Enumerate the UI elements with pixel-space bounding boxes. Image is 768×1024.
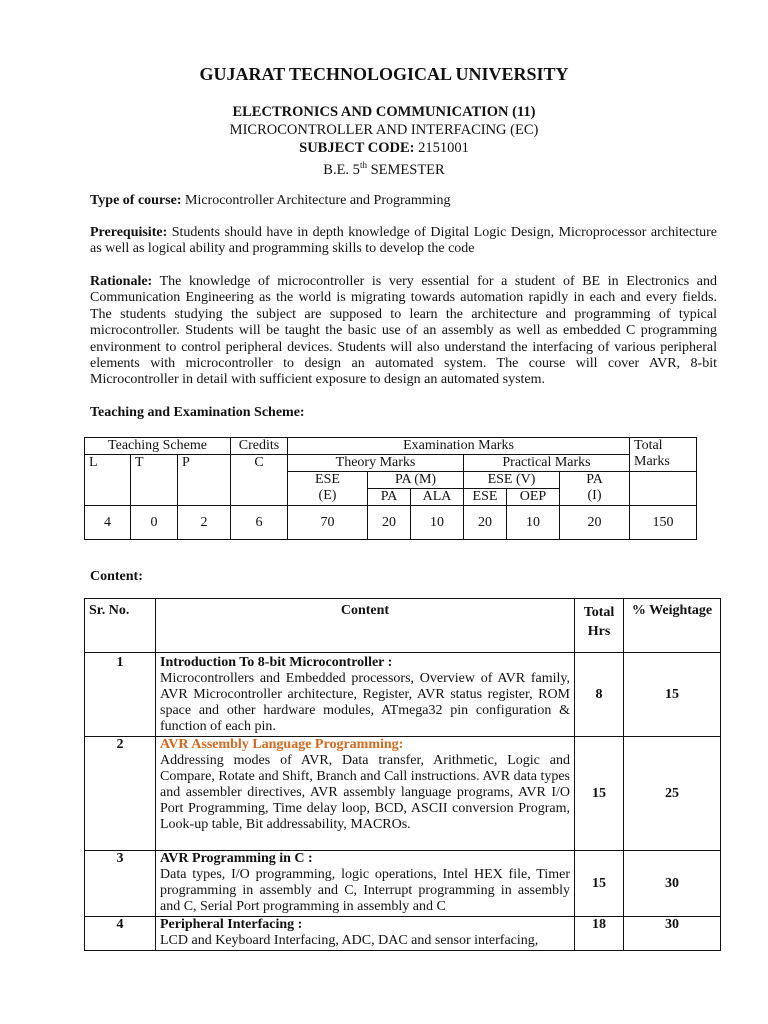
subject-code-label: SUBJECT CODE: xyxy=(299,140,415,156)
row-1-hrs: 8 xyxy=(575,653,624,737)
ese-label: ESE xyxy=(315,472,340,487)
pa-label: PA xyxy=(586,472,603,487)
subject-code-value: 2151001 xyxy=(418,140,469,156)
t-value: 0 xyxy=(131,506,178,540)
row-3-body: Data types, I/O programming, logic operations, Intel HEX file, Timer programming in assembly and C, Interrupt programming in assembly and C, Serial Port programming in assembly and C xyxy=(160,867,570,914)
row-4-hrs: 18 xyxy=(575,917,624,951)
total-label: Total xyxy=(634,438,663,453)
type-of-course xyxy=(90,193,717,209)
practical-marks-header: Practical Marks xyxy=(464,455,630,472)
prerequisite xyxy=(90,225,717,258)
semester-prefix: B.E. 5 xyxy=(323,161,360,178)
prereq-text: Students should have in depth knowledge of Digital Logic Design, Microprocessor architecture as well as logical ability and programming skills to develop the code xyxy=(90,225,717,257)
oep-value: 10 xyxy=(507,506,560,540)
row-1-content xyxy=(156,653,575,737)
row-1-sr: 1 xyxy=(85,653,156,737)
row-2-hrs: 15 xyxy=(575,737,624,851)
row-1-body: Microcontrollers and Embedded processors, Overview of AVR family, AVR Microcontroller architecture, Register, AVR status register, ROM space and other hardware modules, ATmega32 pin configuration & function of each pin. xyxy=(160,671,570,734)
e-label: (E) xyxy=(318,488,337,503)
marks-label: Marks xyxy=(634,454,670,469)
subject-code-line xyxy=(0,140,768,157)
ala-header: ALA xyxy=(411,489,464,506)
row-3-weight: 30 xyxy=(624,851,721,917)
hrs-label-1: Total xyxy=(583,605,615,620)
type-text: Microcontroller Architecture and Programming xyxy=(181,193,451,208)
pa-value: 20 xyxy=(368,506,411,540)
row-3-hrs: 15 xyxy=(575,851,624,917)
exam-marks-header: Examination Marks xyxy=(288,438,630,455)
university-title: GUJARAT TECHNOLOGICAL UNIVERSITY xyxy=(199,64,569,84)
c-value: 6 xyxy=(231,506,288,540)
credits-header: Credits xyxy=(231,438,288,455)
row-3-title: AVR Programming in C : xyxy=(160,851,313,866)
row-4-weight: 30 xyxy=(624,917,721,951)
row-2-weight: 25 xyxy=(624,737,721,851)
row-4-body: LCD and Keyboard Interfacing, ADC, DAC and sensor interfacing, xyxy=(160,933,539,948)
l-value: 4 xyxy=(85,506,131,540)
row-2-title: AVR Assembly Language Programming: xyxy=(160,737,404,752)
row-3-content xyxy=(156,851,575,917)
total-value: 150 xyxy=(630,506,697,540)
p-value: 2 xyxy=(178,506,231,540)
c-header: C xyxy=(231,455,288,506)
hrs-header xyxy=(575,599,624,653)
total-blank xyxy=(630,472,697,506)
rationale xyxy=(90,274,717,389)
i-label: (I) xyxy=(587,488,602,503)
l-header: L xyxy=(85,455,131,506)
ala-value: 10 xyxy=(411,506,464,540)
department-heading: ELECTRONICS AND COMMUNICATION (11) xyxy=(232,104,536,120)
semester-sup: th xyxy=(359,160,367,170)
ese-v-header: ESE (V) xyxy=(464,472,560,489)
row-2-body: Addressing modes of AVR, Data transfer, Arithmetic, Logic and Compare, Rotate and Shift, Branch and Call instructions. AVR data types and assembler directives, AVR assembly language programs, AVR I/O Port Programming, Time delay loop, BCD, ASCII conversion Program, Look-up table, Bit addressability, MACROs. xyxy=(160,753,570,832)
semester-suffix: SEMESTER xyxy=(366,161,445,178)
prereq-label: Prerequisite: xyxy=(90,225,168,240)
pa-i-header xyxy=(560,472,630,506)
content-heading: Content: xyxy=(90,569,143,584)
subject-heading: MICROCONTROLLER AND INTERFACING (EC) xyxy=(229,122,539,138)
row-2-sr: 2 xyxy=(85,737,156,851)
total-marks-header xyxy=(630,438,697,472)
pa-m-header: PA (M) xyxy=(368,472,464,489)
oep-header: OEP xyxy=(507,489,560,506)
row-4-content xyxy=(156,917,575,951)
theory-marks-header: Theory Marks xyxy=(288,455,464,472)
row-4-sr: 4 xyxy=(85,917,156,951)
pa-i-value: 20 xyxy=(560,506,630,540)
srno-header: Sr. No. xyxy=(85,599,156,653)
ese-header xyxy=(288,472,368,506)
teaching-scheme-header: Teaching Scheme xyxy=(85,438,231,455)
row-1-weight: 15 xyxy=(624,653,721,737)
content-header: Content xyxy=(156,599,575,653)
hrs-label-2: Hrs xyxy=(587,624,611,639)
content-table xyxy=(84,598,721,951)
row-1-title: Introduction To 8-bit Microcontroller : xyxy=(160,655,393,670)
pa-sub-header: PA xyxy=(368,489,411,506)
rationale-label: Rationale: xyxy=(90,274,153,289)
ese-value: 70 xyxy=(288,506,368,540)
scheme-table xyxy=(84,437,697,540)
ese-v-value: 20 xyxy=(464,506,507,540)
t-header: T xyxy=(131,455,178,506)
type-label: Type of course: xyxy=(90,193,182,208)
ese-sub-header: ESE xyxy=(464,489,507,506)
row-2-content xyxy=(156,737,575,851)
weight-header: % Weightage xyxy=(624,599,721,653)
row-4-title: Peripheral Interfacing : xyxy=(160,917,303,932)
p-header: P xyxy=(178,455,231,506)
scheme-heading: Teaching and Examination Scheme: xyxy=(90,405,305,420)
semester-line xyxy=(0,157,768,179)
rationale-text: The knowledge of microcontroller is very essential for a student of BE in Electronics and Communication Engineering as the world is migrating towards automation rapidly in each and every fields. The students studying the subject are supposed to learn the architecture and programming of typical microcontroller. Students will be taught the basic use of an assembly as well as embedded C programming environment to control peripheral devices. Students will also understand the interfacing of various peripheral elements with microcontroller to design an automated system. The course will cover AVR, 8-bit Microcontroller in detail with sufficient exposure to design an automated system. xyxy=(90,274,717,388)
row-3-sr: 3 xyxy=(85,851,156,917)
